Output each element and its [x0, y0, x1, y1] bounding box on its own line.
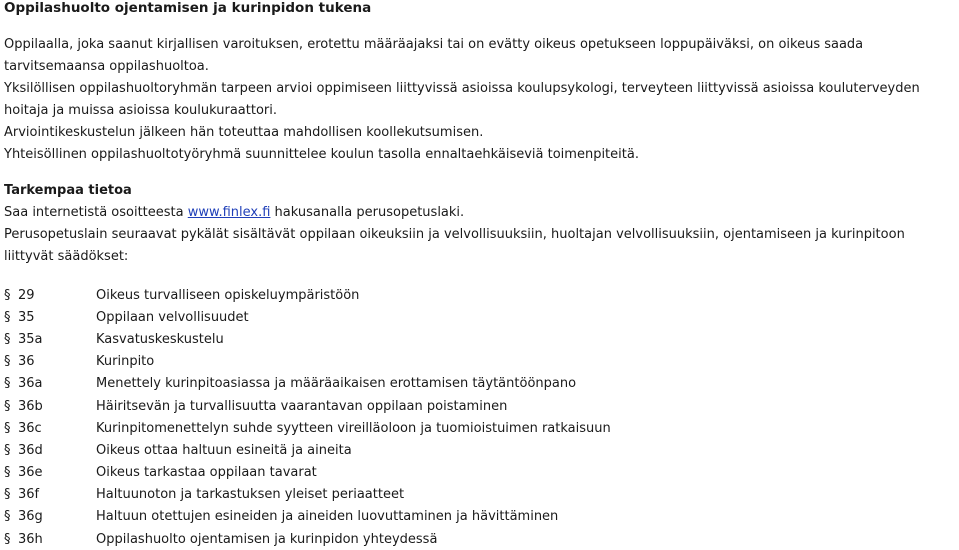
spacer	[4, 268, 956, 284]
section-number: 36c	[18, 420, 42, 436]
section-description: Haltuunoton ja tarkastuksen yleiset periaatteet	[96, 487, 405, 503]
paragraph-arviointikeskustelu: Arviointikeskustelun jälkeen hän toteuttaa mahdollisen koollekutsumisen.	[4, 125, 484, 140]
source-prefix: Saa internetistä osoitteesta	[4, 205, 188, 220]
paragraph-varoitus: Oppilaalla, joka saanut kirjallisen varoituksen, erotettu määräajaksi tai on evätty oikeus opetukseen loppupäiväksi, on oikeus saada tarvitsemaansa oppilashuoltoa.	[4, 37, 864, 74]
section-description: Kasvatuskeskustelu	[96, 331, 224, 347]
intro-paragraph: Perusopetuslain seuraavat pykälät sisältävät oppilaan oikeuksiin ja velvollisuuksiin, huoltajan velvollisuuksiin, ojentamiseen ja kurinpitoon liittyvät säädökset:	[4, 227, 905, 264]
section-description: Haltuun otettujen esineiden ja aineiden luovuttaminen ja hävittäminen	[96, 509, 559, 525]
section-number: 36a	[18, 376, 43, 392]
source-suffix: hakusanalla perusopetuslaki.	[270, 205, 465, 220]
list-item	[4, 417, 956, 439]
section-symbol-icon: §	[4, 398, 11, 414]
finlex-link[interactable]: www.finlex.fi	[187, 205, 271, 220]
paragraph-yhteisollinen: Yhteisöllinen oppilashuoltotyöryhmä suunnittelee koulun tasolla ennaltaehkäiseviä toimenpiteitä.	[4, 147, 639, 162]
paragraph-arvio: Yksilöllisen oppilashuoltoryhmän tarpeen arvioi oppimiseen liittyvissä asioissa koulupsykologi, terveyteen liittyvissä asioissa kouluterveyden hoitaja ja muissa asioissa koulukuraattori.	[4, 81, 920, 118]
section-number: 36e	[18, 465, 43, 481]
list-item	[4, 395, 956, 417]
section-symbol-icon: §	[4, 309, 11, 325]
spacer	[4, 16, 956, 34]
section-description: Oikeus turvalliseen opiskeluympäristöön	[96, 287, 360, 303]
section-description: Oppilashuolto ojentamisen ja kurinpidon yhteydessä	[96, 531, 438, 547]
section-description: Kurinpito	[96, 354, 155, 370]
section-symbol-icon: §	[4, 287, 11, 303]
document-page	[4, 0, 956, 550]
section-number: 36b	[18, 398, 43, 414]
section-description: Häiritsevän ja turvallisuutta vaarantavan oppilaan poistaminen	[96, 398, 508, 414]
section-symbol-icon: §	[4, 420, 11, 436]
section-description: Oppilaan velvollisuudet	[96, 309, 249, 325]
section-heading: Tarkempaa tietoa	[4, 183, 132, 198]
section-symbol-icon: §	[4, 376, 11, 392]
section-number: 35a	[18, 331, 43, 347]
section-number: 35	[18, 309, 35, 325]
list-item	[4, 439, 956, 461]
list-item	[4, 284, 956, 306]
list-item	[4, 462, 956, 484]
list-item	[4, 484, 956, 506]
list-item	[4, 506, 956, 528]
section-symbol-icon: §	[4, 487, 11, 503]
section-symbol-icon: §	[4, 509, 11, 525]
section-symbol-icon: §	[4, 354, 11, 370]
section-list	[4, 284, 956, 550]
list-item	[4, 306, 956, 328]
spacer	[4, 166, 956, 180]
section-description: Oikeus tarkastaa oppilaan tavarat	[96, 465, 317, 481]
section-number: 29	[18, 287, 35, 303]
page-title: Oppilashuolto ojentamisen ja kurinpidon tukena	[4, 0, 372, 16]
section-description: Kurinpitomenettelyn suhde syytteen vireilläoloon ja tuomioistuimen ratkaisuun	[96, 420, 611, 436]
source-line	[4, 202, 956, 224]
section-number: 36g	[18, 509, 43, 525]
list-item	[4, 351, 956, 373]
section-number: 36h	[18, 531, 43, 547]
section-symbol-icon: §	[4, 442, 11, 458]
section-symbol-icon: §	[4, 531, 11, 547]
section-number: 36	[18, 354, 35, 370]
list-item	[4, 373, 956, 395]
section-description: Menettely kurinpitoasiassa ja määräaikaisen erottamisen täytäntöönpano	[96, 376, 577, 392]
section-number: 36f	[18, 487, 40, 503]
section-description: Oikeus ottaa haltuun esineitä ja aineita	[96, 442, 352, 458]
list-item	[4, 328, 956, 350]
section-symbol-icon: §	[4, 465, 11, 481]
section-symbol-icon: §	[4, 331, 11, 347]
section-number: 36d	[18, 442, 43, 458]
